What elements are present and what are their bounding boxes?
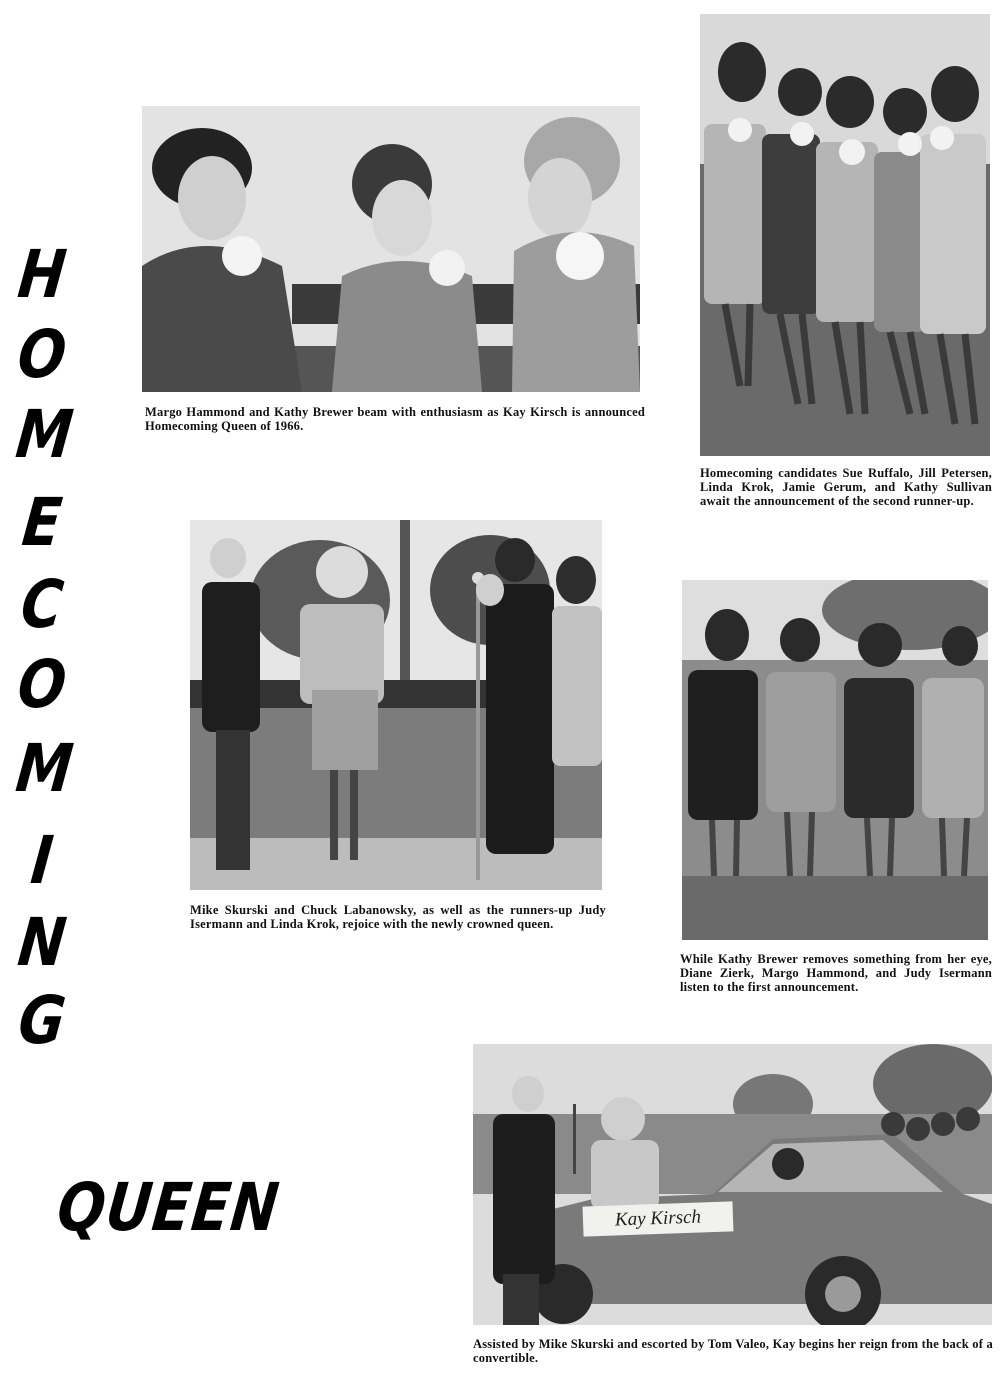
queen-title: QUEEN [53,1169,283,1246]
photo-microphone-field [190,520,602,890]
title-letter: M [12,730,77,807]
car-name-sign: Kay Kirsch [583,1201,734,1236]
title-letter: C [17,566,67,643]
title-letter: I [27,822,57,899]
title-letter: N [14,904,70,981]
title-letter: E [18,484,66,561]
caption-four-on-platform: While Kathy Brewer removes something from her eye, Diane Zierk, Margo Hammond, and Judy Isermann listen to the first announcement. [680,952,992,994]
title-letter: H [14,236,70,313]
photo-convertible [473,1044,992,1325]
caption-convertible: Assisted by Mike Skurski and escorted by Tom Valeo, Kay begins her reign from the back of a convertible. [473,1337,993,1365]
photo-crowning-trio [142,106,640,392]
title-letter: M [12,396,77,473]
title-letter: O [14,646,70,723]
caption-five-candidates: Homecoming candidates Sue Ruffalo, Jill Petersen, Linda Krok, Jamie Gerum, and Kathy Sullivan await the announcement of the second runner-up. [700,466,992,508]
caption-crowning-trio: Margo Hammond and Kathy Brewer beam with enthusiasm as Kay Kirsch is announced Homecoming Queen of 1966. [145,405,645,433]
caption-microphone-field: Mike Skurski and Chuck Labanowsky, as well as the runners-up Judy Isermann and Linda Krok, rejoice with the newly crowned queen. [190,903,606,931]
title-letter: O [14,316,70,393]
photo-four-on-platform [682,580,988,940]
title-letter: G [14,982,70,1059]
photo-five-candidates [700,14,990,456]
